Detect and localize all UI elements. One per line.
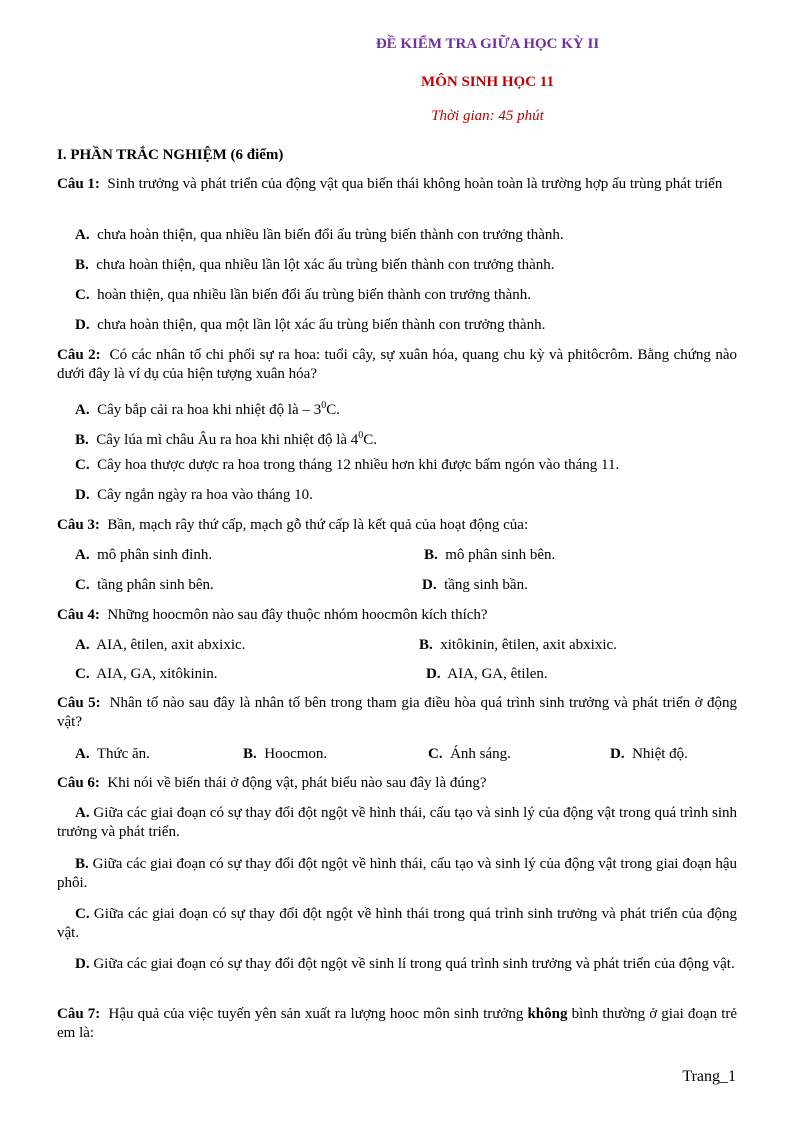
question-4 — [57, 606, 737, 625]
q2-option-d: D. Cây ngắn ngày ra hoa vào tháng 10. — [75, 487, 313, 503]
question-text: Sinh trưởng và phát triển của động vật qua biến thái không hoàn toàn là trường hợp ấu trùng phát triển — [107, 176, 723, 192]
question-label: Câu 1: — [57, 176, 100, 192]
q1-option-a: A. chưa hoàn thiện, qua nhiều lần biến đổi ấu trùng biến thành con trưởng thành. — [75, 227, 564, 243]
question-label: Câu 6: — [57, 775, 100, 791]
q1-option-c: C. hoàn thiện, qua nhiều lần biến đổi ấu trùng biến thành con trưởng thành. — [75, 287, 531, 303]
q5-option-a: A. Thức ăn. — [75, 746, 150, 762]
q6-option-b: B. Giữa các giai đoạn có sự thay đổi đột ngột về hình thái, cấu tạo và sinh lý của động vật trong giai đoạn hậu phôi. — [57, 856, 738, 891]
question-2 — [57, 346, 737, 384]
q5-option-b: B. Hoocmon. — [243, 746, 328, 762]
q3-option-d: D. tầng sinh bần. — [422, 577, 528, 593]
question-text: Khi nói về biến thái ở động vật, phát biểu nào sau đây là đúng? — [107, 775, 487, 791]
question-label: Câu 4: — [57, 607, 100, 623]
q4-option-d: D. AIA, GA, êtilen. — [426, 666, 548, 682]
question-text: Những hoocmôn nào sau đây thuộc nhóm hoocmôn kích thích? — [107, 607, 488, 623]
exam-subject: MÔN SINH HỌC 11 — [421, 74, 554, 90]
page-number: Trang_1 — [682, 1068, 736, 1085]
exam-time: Thời gian: 45 phút — [431, 108, 544, 124]
question-7 — [57, 1005, 737, 1043]
q2-option-a: A. Cây bắp cải ra hoa khi nhiệt độ là – $3^0C$. — [75, 400, 340, 418]
q3-option-c: C. tầng phân sinh bên. — [75, 577, 214, 593]
question-text: Hậu quả của việc tuyến yên sản xuất ra lượng hooc môn sinh trưởng — [108, 1006, 524, 1022]
q6-option-d: D. Giữa các giai đoạn có sự thay đổi đột ngột về sinh lí trong quá trình sinh trưởng và phát triển của động vật. — [75, 956, 735, 972]
section-heading: I. PHẦN TRẮC NGHIỆM (6 điểm) — [57, 147, 284, 163]
question-label: Câu 7: — [57, 1006, 101, 1022]
question-label: Câu 2: — [57, 347, 101, 363]
question-6 — [57, 774, 737, 793]
question-text: Bần, mạch rây thứ cấp, mạch gỗ thứ cấp là kết quả của hoạt động của: — [107, 517, 529, 533]
question-text: Nhân tố nào sau đây là nhân tố bên trong tham gia điều hòa quá trình sinh trưởng và phát triển ở động vật? — [57, 695, 738, 730]
q2-option-c: C. Cây hoa thược dược ra hoa trong tháng 12 nhiều hơn khi được bấm ngón vào tháng 11. — [75, 457, 620, 473]
q1-option-b: B. chưa hoàn thiện, qua nhiều lần lột xác ấu trùng biến thành con trưởng thành. — [75, 257, 555, 273]
q1-option-d: D. chưa hoàn thiện, qua một lần lột xác ấu trùng biến thành con trưởng thành. — [75, 317, 546, 333]
q6-option-c: C. Giữa các giai đoạn có sự thay đổi đột ngột về hình thái trong quá trình sinh trưởng và phát triển của động vật. — [57, 906, 738, 941]
q4-option-c: C. AIA, GA, xitôkinin. — [75, 666, 218, 682]
q3-option-a: A. mô phân sinh đỉnh. — [75, 547, 213, 563]
q5-option-d: D. Nhiệt độ. — [610, 746, 688, 762]
q5-option-c: C. Ánh sáng. — [428, 746, 511, 762]
q4-option-a: A. AIA, êtilen, axit abxixic. — [75, 637, 246, 653]
question-label: Câu 5: — [57, 695, 101, 711]
question-text-end: bình thường ở giai đoạn trẻ em là: — [57, 1006, 738, 1041]
emphasis-word: không — [527, 1006, 568, 1022]
question-label: Câu 3: — [57, 517, 100, 533]
q6-option-a: A. Giữa các giai đoạn có sự thay đổi đột ngột về hình thái, cấu tạo và sinh lý của động vật trong quá trình sinh trưởng và phát triển. — [57, 805, 738, 840]
q4-option-b: B. xitôkinin, êtilen, axit abxixic. — [419, 637, 617, 653]
question-1 — [57, 175, 737, 194]
question-text: Có các nhân tố chi phối sự ra hoa: tuổi cây, sự xuân hóa, quang chu kỳ và phitôcrôm. Bằng chứng nào dưới đây là ví dụ của hiện tượng xuân hóa? — [57, 347, 738, 382]
question-5 — [57, 694, 737, 732]
question-3 — [57, 516, 737, 535]
q2-option-b: B. Cây lúa mì châu Âu ra hoa khi nhiệt độ là $4^0C$. — [75, 430, 378, 448]
q3-option-b: B. mô phân sinh bên. — [424, 547, 556, 563]
exam-title: ĐỀ KIỂM TRA GIỮA HỌC KỲ II — [375, 36, 600, 52]
